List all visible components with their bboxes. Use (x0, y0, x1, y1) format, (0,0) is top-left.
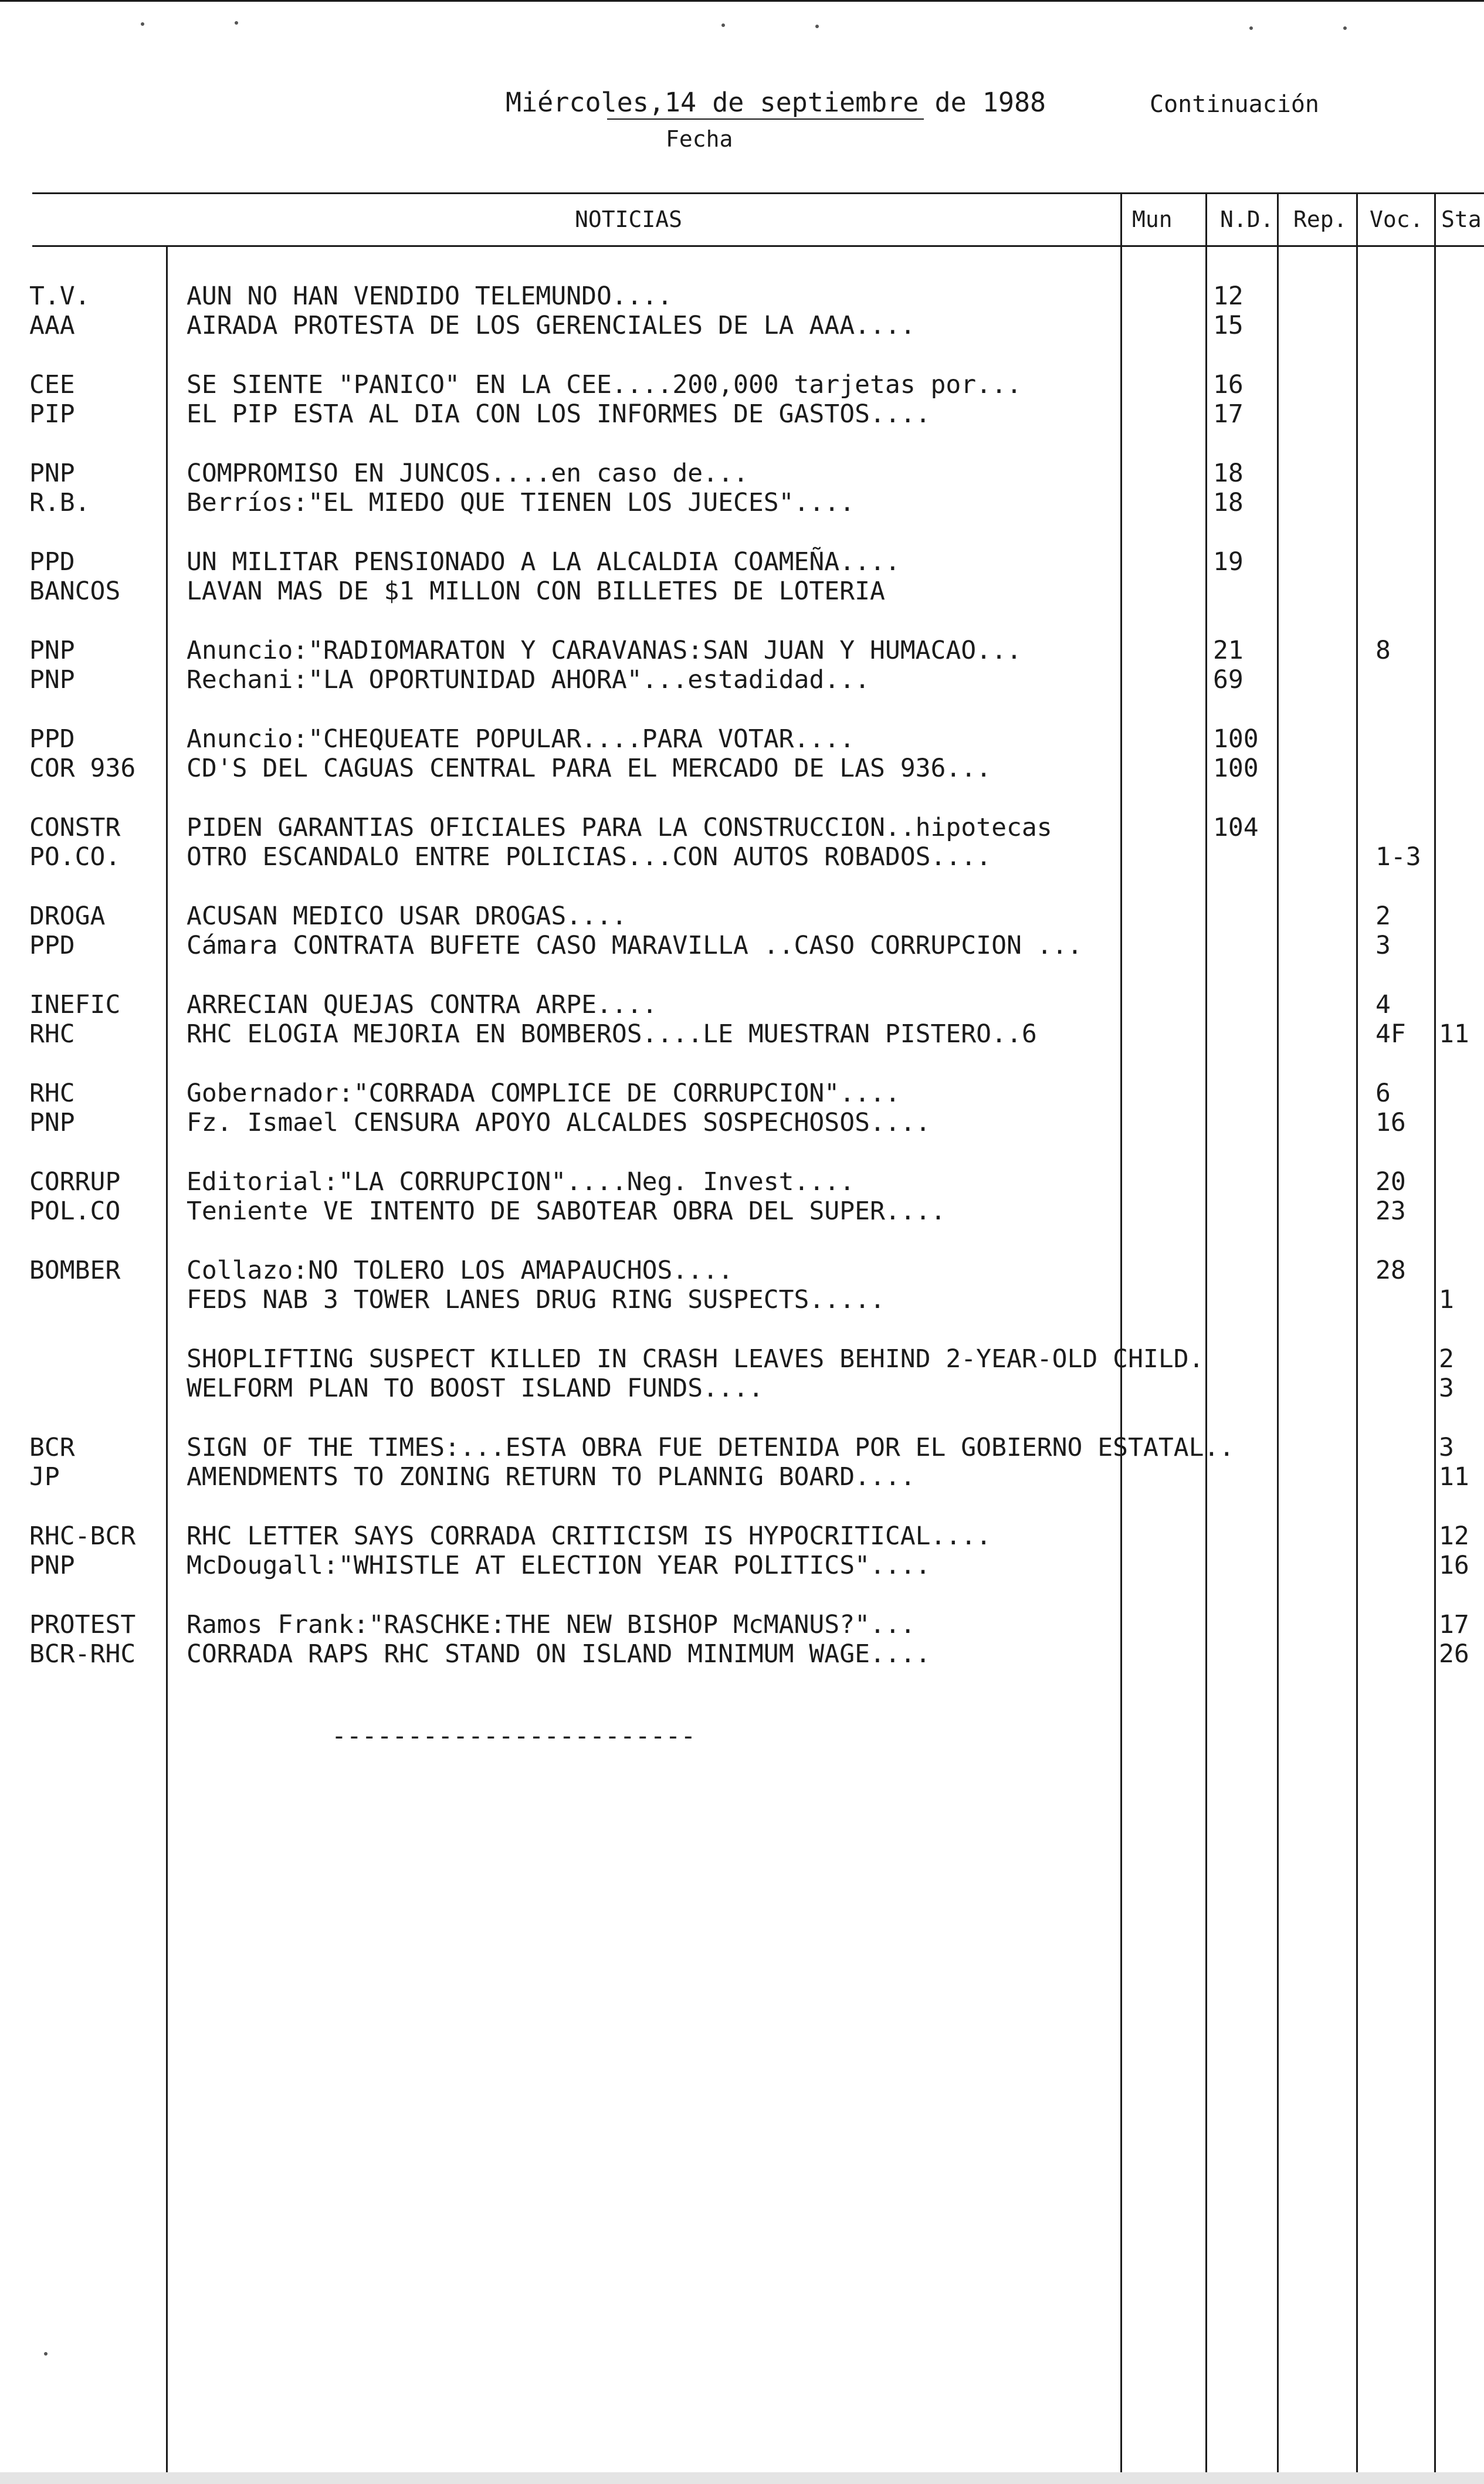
table-row (0, 813, 1484, 842)
row-headline: Fz. Ismael CENSURA APOYO ALCALDES SOSPECHOSOS.... (187, 1108, 931, 1137)
row-voc-page: 20 (1375, 1167, 1406, 1197)
row-category: POL.CO (29, 1197, 121, 1226)
table-row (0, 1610, 1484, 1639)
row-headline: OTRO ESCANDALO ENTRE POLICIAS...CON AUTOS ROBADOS.... (187, 842, 992, 872)
table-row (0, 1019, 1484, 1049)
sta-column-line (1434, 192, 1436, 2484)
row-headline: SIGN OF THE TIMES:...ESTA OBRA FUE DETENIDA POR EL GOBIERNO ESTATAL.. (187, 1433, 1235, 1462)
row-nd-page: 104 (1213, 813, 1259, 842)
row-nd-page: 100 (1213, 724, 1259, 754)
row-headline: Gobernador:"CORRADA COMPLICE DE CORRUPCION".... (187, 1079, 900, 1108)
row-nd-page: 19 (1213, 547, 1244, 577)
table-row (0, 754, 1484, 783)
table-row (0, 1521, 1484, 1551)
table-row (0, 370, 1484, 399)
table-row (0, 282, 1484, 311)
row-category: BOMBER (29, 1256, 121, 1285)
speck (44, 2352, 48, 2356)
speck (1249, 26, 1253, 30)
header-continuation: Continuación (1150, 91, 1319, 118)
row-headline: ARRECIAN QUEJAS CONTRA ARPE.... (187, 990, 658, 1019)
row-category: RHC (29, 1019, 75, 1049)
row-category: AAA (29, 311, 75, 340)
row-voc-page: 1-3 (1375, 842, 1421, 872)
row-category: CONSTR (29, 813, 121, 842)
speck (235, 21, 238, 25)
table-row (0, 1108, 1484, 1137)
row-sta-page: 11 (1439, 1462, 1469, 1492)
row-voc-page: 4 (1375, 990, 1391, 1019)
voc-column-line (1356, 192, 1358, 2484)
row-headline: Editorial:"LA CORRUPCION"....Neg. Invest.... (187, 1167, 855, 1197)
table-row (0, 1167, 1484, 1197)
row-category: DROGA (29, 902, 106, 931)
row-headline: McDougall:"WHISTLE AT ELECTION YEAR POLITICS".... (187, 1551, 931, 1580)
row-nd-page: 12 (1213, 282, 1244, 311)
row-headline: RHC ELOGIA MEJORIA EN BOMBEROS....LE MUESTRAN PISTERO..6 (187, 1019, 1037, 1049)
row-headline: UN MILITAR PENSIONADO A LA ALCALDIA COAMEÑA.... (187, 547, 900, 577)
table-row (0, 1639, 1484, 1669)
row-headline: SHOPLIFTING SUSPECT KILLED IN CRASH LEAVES BEHIND 2-YEAR-OLD CHILD. (187, 1344, 1204, 1374)
top-border (0, 0, 1484, 2)
end-separator: ------------------------ (331, 1721, 696, 1751)
row-category: PO.CO. (29, 842, 121, 872)
row-category: PNP (29, 1108, 75, 1137)
row-category: R.B. (29, 488, 90, 517)
row-headline: WELFORM PLAN TO BOOST ISLAND FUNDS.... (187, 1374, 764, 1403)
row-category: PPD (29, 931, 75, 960)
table-row (0, 1433, 1484, 1462)
row-category: JP (29, 1462, 60, 1492)
row-category: PNP (29, 636, 75, 665)
column-header-sta: Sta (1441, 206, 1482, 232)
row-category: CORRUP (29, 1167, 121, 1197)
table-row (0, 488, 1484, 517)
row-category: BCR-RHC (29, 1639, 136, 1669)
row-nd-page: 15 (1213, 311, 1244, 340)
row-headline: AIRADA PROTESTA DE LOS GERENCIALES DE LA AAA.... (187, 311, 916, 340)
speck (1343, 26, 1347, 30)
table-row (0, 990, 1484, 1019)
row-headline: ACUSAN MEDICO USAR DROGAS.... (187, 902, 627, 931)
table-row (0, 1462, 1484, 1492)
row-headline: FEDS NAB 3 TOWER LANES DRUG RING SUSPECTS..... (187, 1285, 885, 1314)
row-sta-page: 1 (1439, 1285, 1454, 1314)
column-header-voc: Voc. (1370, 206, 1424, 232)
table-row (0, 931, 1484, 960)
row-category: PPD (29, 547, 75, 577)
mun-column-line (1120, 192, 1122, 2484)
row-sta-page: 16 (1439, 1551, 1469, 1580)
row-headline: Teniente VE INTENTO DE SABOTEAR OBRA DEL SUPER.... (187, 1197, 946, 1226)
row-headline: AUN NO HAN VENDIDO TELEMUNDO.... (187, 282, 673, 311)
row-voc-page: 3 (1375, 931, 1391, 960)
speck (721, 23, 725, 27)
column-header-mun: Mun (1132, 206, 1173, 232)
row-nd-page: 18 (1213, 488, 1244, 517)
row-voc-page: 28 (1375, 1256, 1406, 1285)
row-voc-page: 16 (1375, 1108, 1406, 1137)
row-nd-page: 21 (1213, 636, 1244, 665)
table-row (0, 665, 1484, 694)
row-sta-page: 11 (1439, 1019, 1469, 1049)
row-sta-page: 3 (1439, 1433, 1454, 1462)
row-headline: CD'S DEL CAGUAS CENTRAL PARA EL MERCADO DE LAS 936... (187, 754, 992, 783)
row-category: RHC-BCR (29, 1521, 136, 1551)
table-row (0, 842, 1484, 872)
table-row (0, 1285, 1484, 1314)
table-row (0, 902, 1484, 931)
row-sta-page: 26 (1439, 1639, 1469, 1669)
row-voc-page: 2 (1375, 902, 1391, 931)
table-row (0, 1256, 1484, 1285)
row-headline: RHC LETTER SAYS CORRADA CRITICISM IS HYPOCRITICAL.... (187, 1521, 992, 1551)
row-headline: Ramos Frank:"RASCHKE:THE NEW BISHOP McMANUS?"... (187, 1610, 916, 1639)
row-headline: Anuncio:"RADIOMARATON Y CARAVANAS:SAN JUAN Y HUMACAO... (187, 636, 1022, 665)
column-header-nd: N.D. (1220, 206, 1274, 232)
row-headline: EL PIP ESTA AL DIA CON LOS INFORMES DE GASTOS.... (187, 399, 931, 429)
header-date-label: Fecha (666, 126, 733, 152)
table-header-rule (32, 245, 1484, 247)
table-row (0, 636, 1484, 665)
row-headline: Collazo:NO TOLERO LOS AMAPAUCHOS.... (187, 1256, 733, 1285)
speck (815, 25, 819, 28)
column-header-noticias: NOTICIAS (575, 206, 683, 232)
row-headline: PIDEN GARANTIAS OFICIALES PARA LA CONSTRUCCION..hipotecas (187, 813, 1052, 842)
row-category: BANCOS (29, 577, 121, 606)
row-category: RHC (29, 1079, 75, 1108)
row-nd-page: 18 (1213, 459, 1244, 488)
row-category: BCR (29, 1433, 75, 1462)
table-row (0, 1079, 1484, 1108)
table-top-rule (32, 192, 1484, 194)
row-nd-page: 69 (1213, 665, 1244, 694)
row-headline: Rechani:"LA OPORTUNIDAD AHORA"...estadidad... (187, 665, 870, 694)
row-category: CEE (29, 370, 75, 399)
row-nd-page: 100 (1213, 754, 1259, 783)
table-row (0, 311, 1484, 340)
table-row (0, 1551, 1484, 1580)
table-row (0, 1197, 1484, 1226)
row-headline: SE SIENTE "PANICO" EN LA CEE....200,000 tarjetas por... (187, 370, 1022, 399)
row-sta-page: 17 (1439, 1610, 1469, 1639)
row-voc-page: 6 (1375, 1079, 1391, 1108)
table-row (0, 547, 1484, 577)
row-headline: Berríos:"EL MIEDO QUE TIENEN LOS JUECES".... (187, 488, 855, 517)
row-headline: CORRADA RAPS RHC STAND ON ISLAND MINIMUM WAGE.... (187, 1639, 931, 1669)
row-category: PNP (29, 459, 75, 488)
table-row (0, 577, 1484, 606)
row-sta-page: 3 (1439, 1374, 1454, 1403)
row-voc-page: 8 (1375, 636, 1391, 665)
row-category: PROTEST (29, 1610, 136, 1639)
row-headline: LAVAN MAS DE $1 MILLON CON BILLETES DE LOTERIA (187, 577, 885, 606)
row-sta-page: 12 (1439, 1521, 1469, 1551)
row-nd-page: 17 (1213, 399, 1244, 429)
header-date: Miércoles,14 de septiembre de 1988 (506, 87, 1046, 118)
row-category: INEFIC (29, 990, 121, 1019)
row-headline: Cámara CONTRATA BUFETE CASO MARAVILLA ..CASO CORRUPCION ... (187, 931, 1083, 960)
row-sta-page: 2 (1439, 1344, 1454, 1374)
row-headline: AMENDMENTS TO ZONING RETURN TO PLANNIG BOARD.... (187, 1462, 916, 1492)
date-underline (607, 118, 924, 120)
row-voc-page: 4F (1375, 1019, 1406, 1049)
row-category: PNP (29, 1551, 75, 1580)
rep-column-line (1277, 192, 1279, 2484)
row-category: PPD (29, 724, 75, 754)
row-category: PNP (29, 665, 75, 694)
table-row (0, 724, 1484, 754)
table-row (0, 459, 1484, 488)
table-row (0, 1344, 1484, 1374)
row-headline: COMPROMISO EN JUNCOS....en caso de... (187, 459, 748, 488)
row-category: PIP (29, 399, 75, 429)
row-category: COR 936 (29, 754, 136, 783)
table-row (0, 399, 1484, 429)
nd-column-line (1205, 192, 1207, 2484)
column-header-rep: Rep. (1293, 206, 1347, 232)
row-category: T.V. (29, 282, 90, 311)
row-headline: Anuncio:"CHEQUEATE POPULAR....PARA VOTAR.... (187, 724, 855, 754)
speck (141, 22, 144, 26)
scan-edge (0, 2472, 1484, 2484)
table-row (0, 1374, 1484, 1403)
row-voc-page: 23 (1375, 1197, 1406, 1226)
row-nd-page: 16 (1213, 370, 1244, 399)
